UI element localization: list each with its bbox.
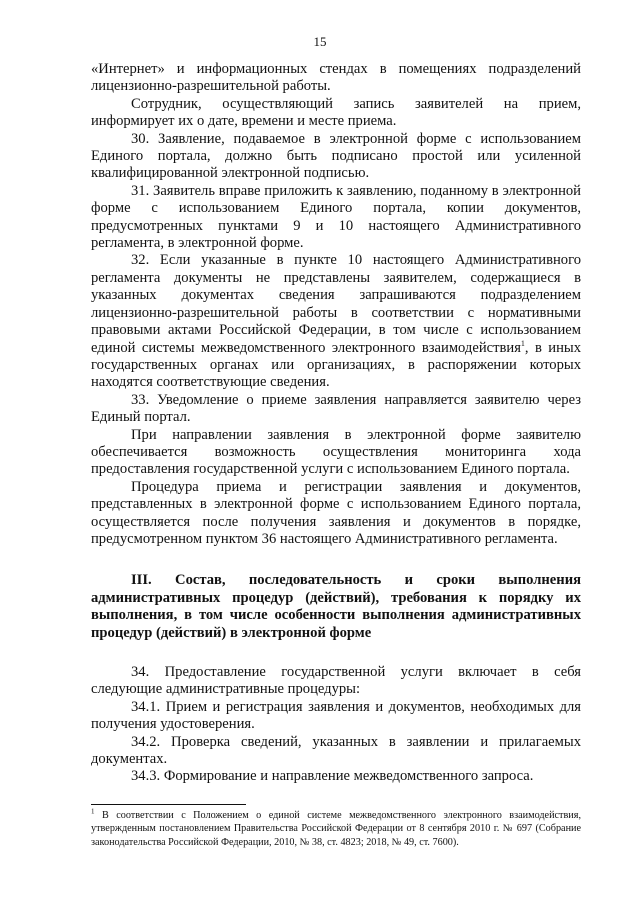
paragraph: Сотрудник, осуществляющий запись заявителей на прием, информирует их о дате, времени и месте приема. — [91, 95, 581, 130]
paragraph-31: 31. Заявитель вправе приложить к заявлению, поданному в электронной форме с использованием Единого портала, копии документов, предусмотренных пунктами 9 и 10 настоящего Административного регламента, в электронной форме. — [91, 182, 581, 252]
paragraph-34-2: 34.2. Проверка сведений, указанных в заявлении и прилагаемых документах. — [91, 733, 581, 768]
footnote-reference: 1 — [520, 338, 525, 348]
paragraph-32 — [91, 252, 581, 391]
paragraph: Процедура приема и регистрации заявления и документов, представленных в электронной форме с использованием Единого портала, осуществляется после получения заявления и документов в порядке, предусмотренном пунктом 36 настоящего Административного регламента. — [91, 478, 581, 547]
paragraph-34-3: 34.3. Формирование и направление межведомственного запроса. — [131, 768, 534, 785]
paragraph-32-tail: , в иных государственных органах или организациях, в распоряжении которых находятся соответствующие сведения. — [91, 339, 581, 391]
paragraph-33: 33. Уведомление о приеме заявления направляется заявителю через Единый портал. — [91, 391, 581, 426]
paragraph-32-text: 32. Если указанные в пункте 10 настоящего Административного регламента документы не представлены заявителем, содержащиеся в указанных документах сведения запрашиваются подразделением лицензионно-разрешительной работы в соответствии с нормативными правовыми актами Российской Федерации, в том числе с использованием единой системы межведомственного электронного взаимодействия — [91, 252, 581, 356]
paragraph-34-1: 34.1. Прием и регистрация заявления и документов, необходимых для получения удостоверения. — [91, 698, 581, 733]
body-text — [91, 61, 581, 786]
paragraph: «Интернет» и информационных стендах в помещениях подразделений лицензионно-разрешительной работы. — [91, 61, 581, 95]
section-heading: III. Состав, последовательность и сроки выполнения административных процедур (действий), требования к порядку их выполнения, в том числе особенности выполнения административных процедур (действий) в электронной форме — [91, 572, 581, 641]
footnote-marker: 1 — [91, 807, 95, 816]
paragraph-30: 30. Заявление, подаваемое в электронной форме с использованием Единого портала, должно быть подписано простой или усиленной квалифицированной электронной подписью. — [91, 130, 581, 182]
footnote — [91, 809, 581, 849]
paragraph-34: 34. Предоставление государственной услуги включает в себя следующие административные процедуры: — [91, 664, 581, 698]
page-number: 15 — [313, 34, 327, 49]
footnote-divider — [91, 804, 246, 805]
paragraph: При направлении заявления в электронной форме заявителю обеспечивается возможность осуществления мониторинга хода предоставления государственной услуги с использованием Единого портала. — [91, 426, 581, 478]
footnote-text: В соответствии с Положением о единой системе межведомственного электронного взаимодействия, утвержденным постановлением Правительства Российской Федерации от 8 сентября 2010 г. № 697 (Собрание законодательства Российской Федерации, 2010, № 38, ст. 4823; 2018, № 49, ст. 7600). — [91, 810, 581, 848]
